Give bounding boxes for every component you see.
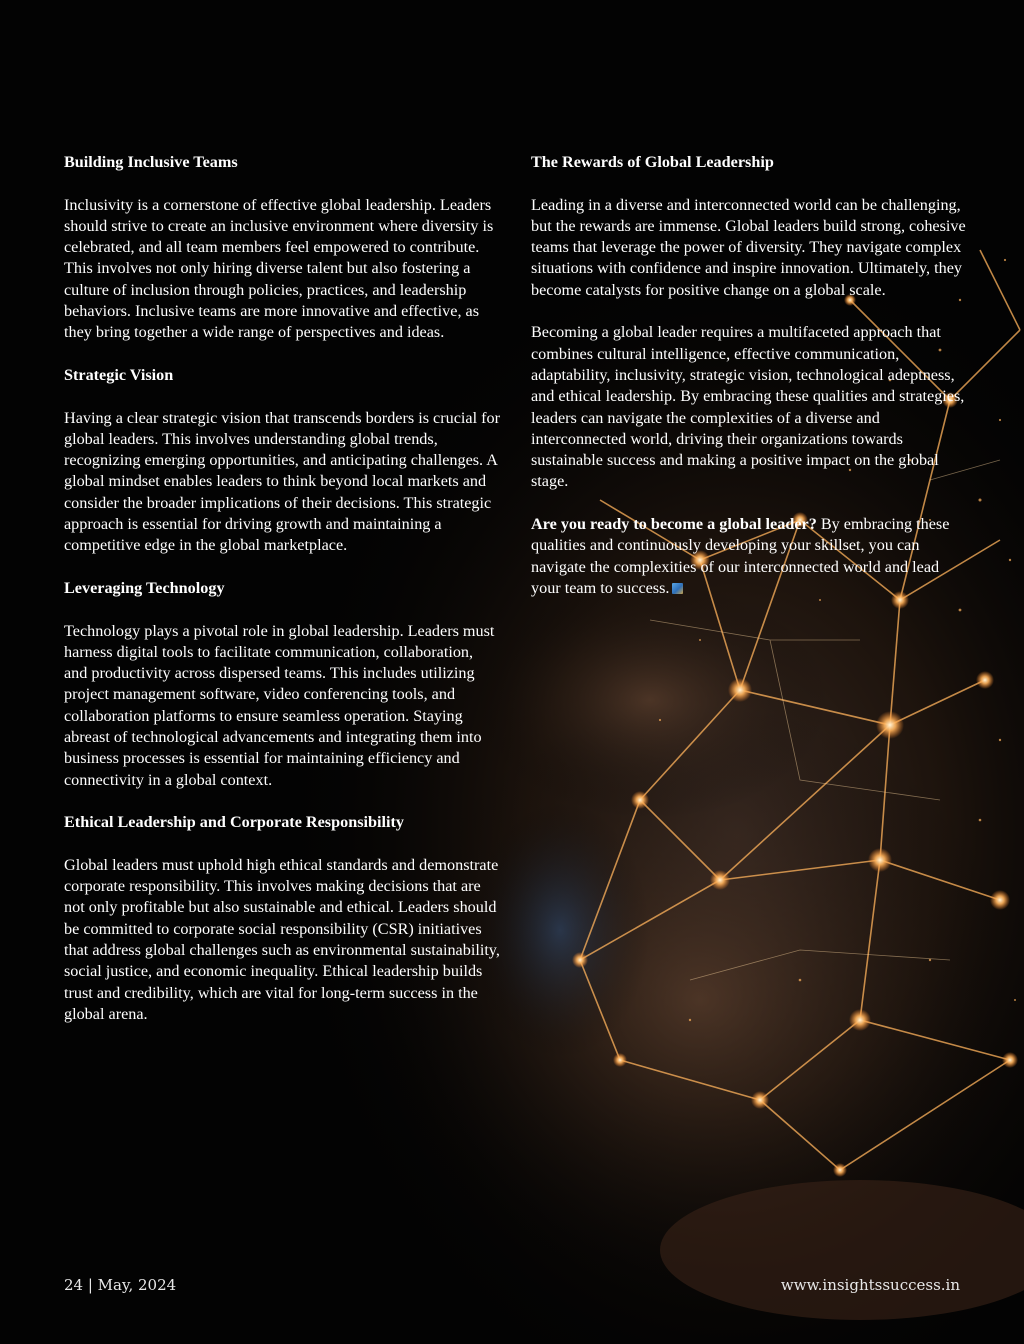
website-link[interactable]: www.insightssuccess.in [780, 1276, 960, 1294]
section-heading: Leveraging Technology [64, 578, 225, 597]
call-to-action-question: Are you ready to become a global leader? [531, 515, 817, 534]
summary-paragraph: Becoming a global leader requires a multifaceted approach that combines cultural intelligence, effective communication, adaptability, inclusivity, strategic vision, technological adeptness, and ethical leadership. By embracing these qualities and strategies, leaders can navigate the complexities of a diverse and interconnected world, driving their organizations towards sustainable success and making a positive impact on the global stage. [531, 323, 965, 491]
section-strategic-vision [64, 365, 500, 557]
rewards-paragraph: Leading in a diverse and interconnected world can be challenging, but the rewards are immense. Global leaders build strong, cohesive teams that leverage the power of diversity. They navigate complex situations with confidence and inspire innovation. Ultimately, they become catalysts for positive change on a global scale. [531, 195, 966, 299]
section-leveraging-technology [64, 578, 500, 791]
call-to-action-paragraph [531, 514, 971, 599]
section-heading: Ethical Leadership and Corporate Responsibility [64, 813, 404, 832]
section-ethical-leadership [64, 812, 500, 1025]
section-building-inclusive-teams [64, 152, 500, 344]
page-number-date: 24 | May, 2024 [64, 1276, 177, 1294]
rewards-heading: The Rewards of Global Leadership [531, 153, 774, 171]
flag-emoji-icon [672, 583, 683, 594]
left-column [64, 152, 500, 1046]
right-column [531, 152, 971, 599]
section-body: Technology plays a pivotal role in global leadership. Leaders must harness digital tools to facilitate communication, collaboration, and productivity across dispersed teams. This includes utilizing project management software, video conferencing tools, and collaboration platforms to ensure seamless operation. Staying abreast of technological advancements and integrating them into business processes is essential for maintaining efficiency and connectivity in a global context. [64, 621, 495, 789]
section-body: Having a clear strategic vision that transcends borders is crucial for global leaders. This involves understanding global trends, recognizing emerging opportunities, and anticipating challenges. A global mindset enables leaders to think beyond local markets and consider the broader implications of their decisions. This strategic approach is essential for driving growth and maintaining a competitive edge in the global marketplace. [64, 408, 501, 555]
call-to-action-text: By embracing these qualities and continuously developing your skillset, you can navigate the complexities of our interconnected world and lead your team to success. [531, 515, 950, 597]
section-body: Global leaders must uphold high ethical standards and demonstrate corporate responsibility. This involves making decisions that are not only profitable but also sustainable and ethical. Leaders should be committed to corporate social responsibility (CSR) initiatives that address global challenges such as environmental sustainability, social justice, and economic inequality. Ethical leadership builds trust and credibility, which are vital for long-term success in the global arena. [64, 855, 500, 1023]
section-heading: Building Inclusive Teams [64, 153, 238, 171]
section-heading: Strategic Vision [64, 365, 174, 384]
section-body: Inclusivity is a cornerstone of effective global leadership. Leaders should strive to create an inclusive environment where diversity is celebrated, and all team members feel empowered to contribute. This involves not only hiring diverse talent but also fostering a culture of inclusion through policies, practices, and leadership behaviors. Inclusive teams are more innovative and effective, as they bring together a wide range of perspectives and ideas. [64, 195, 494, 342]
